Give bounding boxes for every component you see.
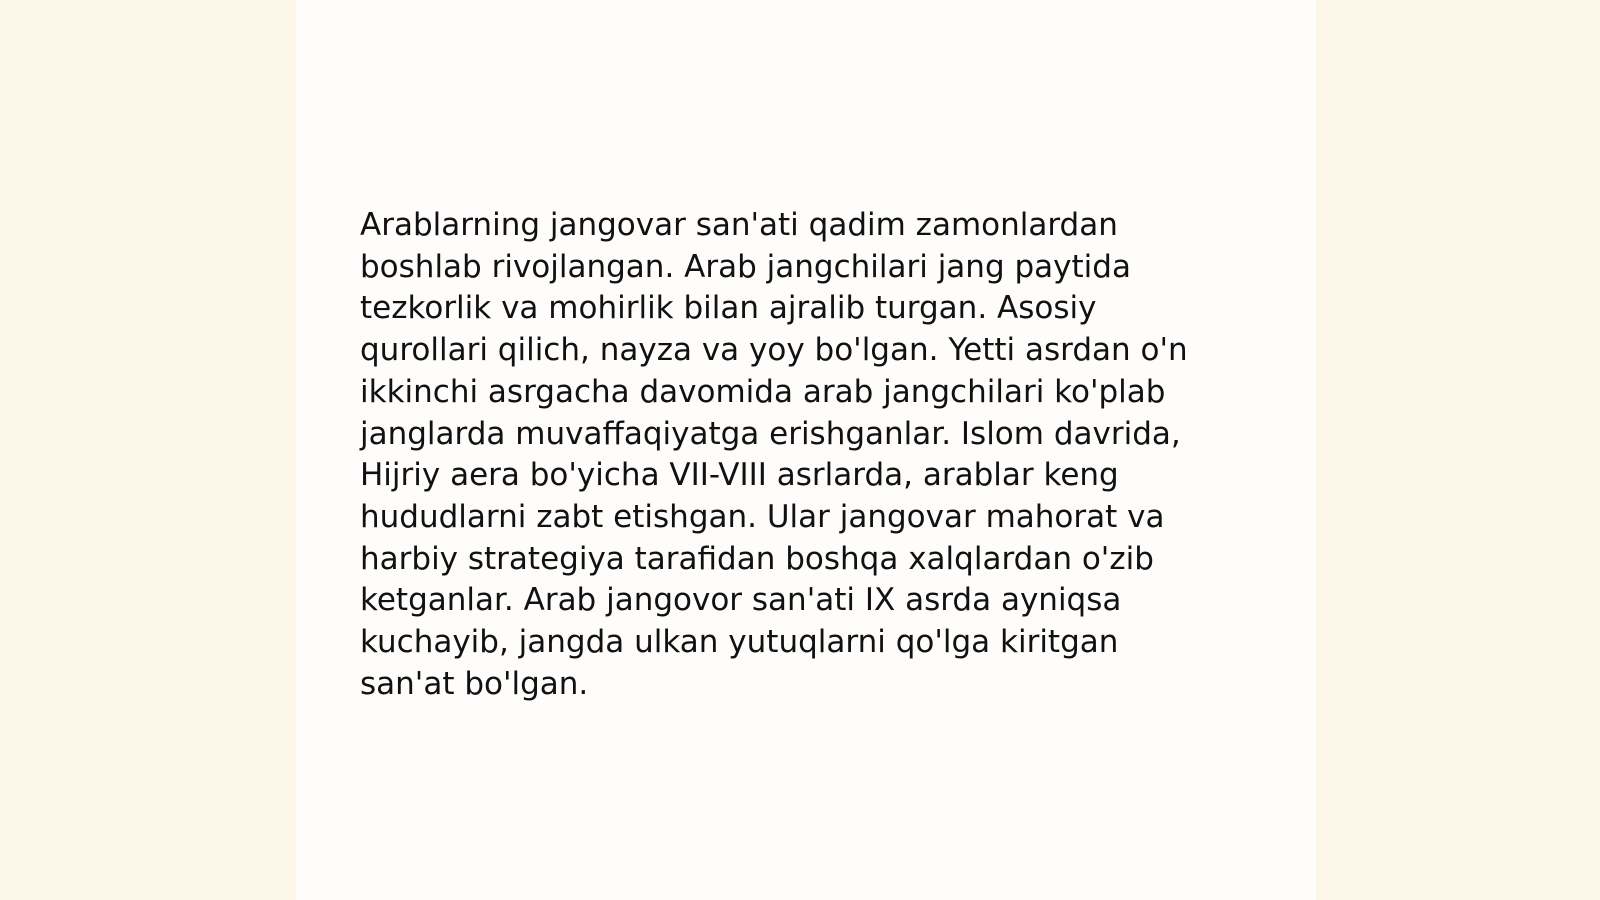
body-paragraph: Arablarning jangovar san'ati qadim zamonlardan boshlab rivojlangan. Arab jangchilari jang paytida tezkorlik va mohirlik bilan ajralib turgan. Asosiy qurollari qilich, nayza va yoy bo'lgan. Yetti asrdan o'n ikkinchi asrgacha davomida arab jangchilari ko'plab janglarda muvaffaqiyatga erishganlar. Islom davrida, Hijriy aera bo'yicha VII-VIII asrlarda, arablar keng hududlarni zabt etishgan. Ular jangovar mahorat va harbiy strategiya tarafidan boshqa xalqlardan o'zib ketganlar. Arab jangovor san'ati IX asrda ayniqsa kuchayib, jangda ulkan yutuqlarni qo'lga kiritgan san'at bo'lgan. — [360, 207, 1188, 702]
document-page — [296, 0, 1316, 900]
